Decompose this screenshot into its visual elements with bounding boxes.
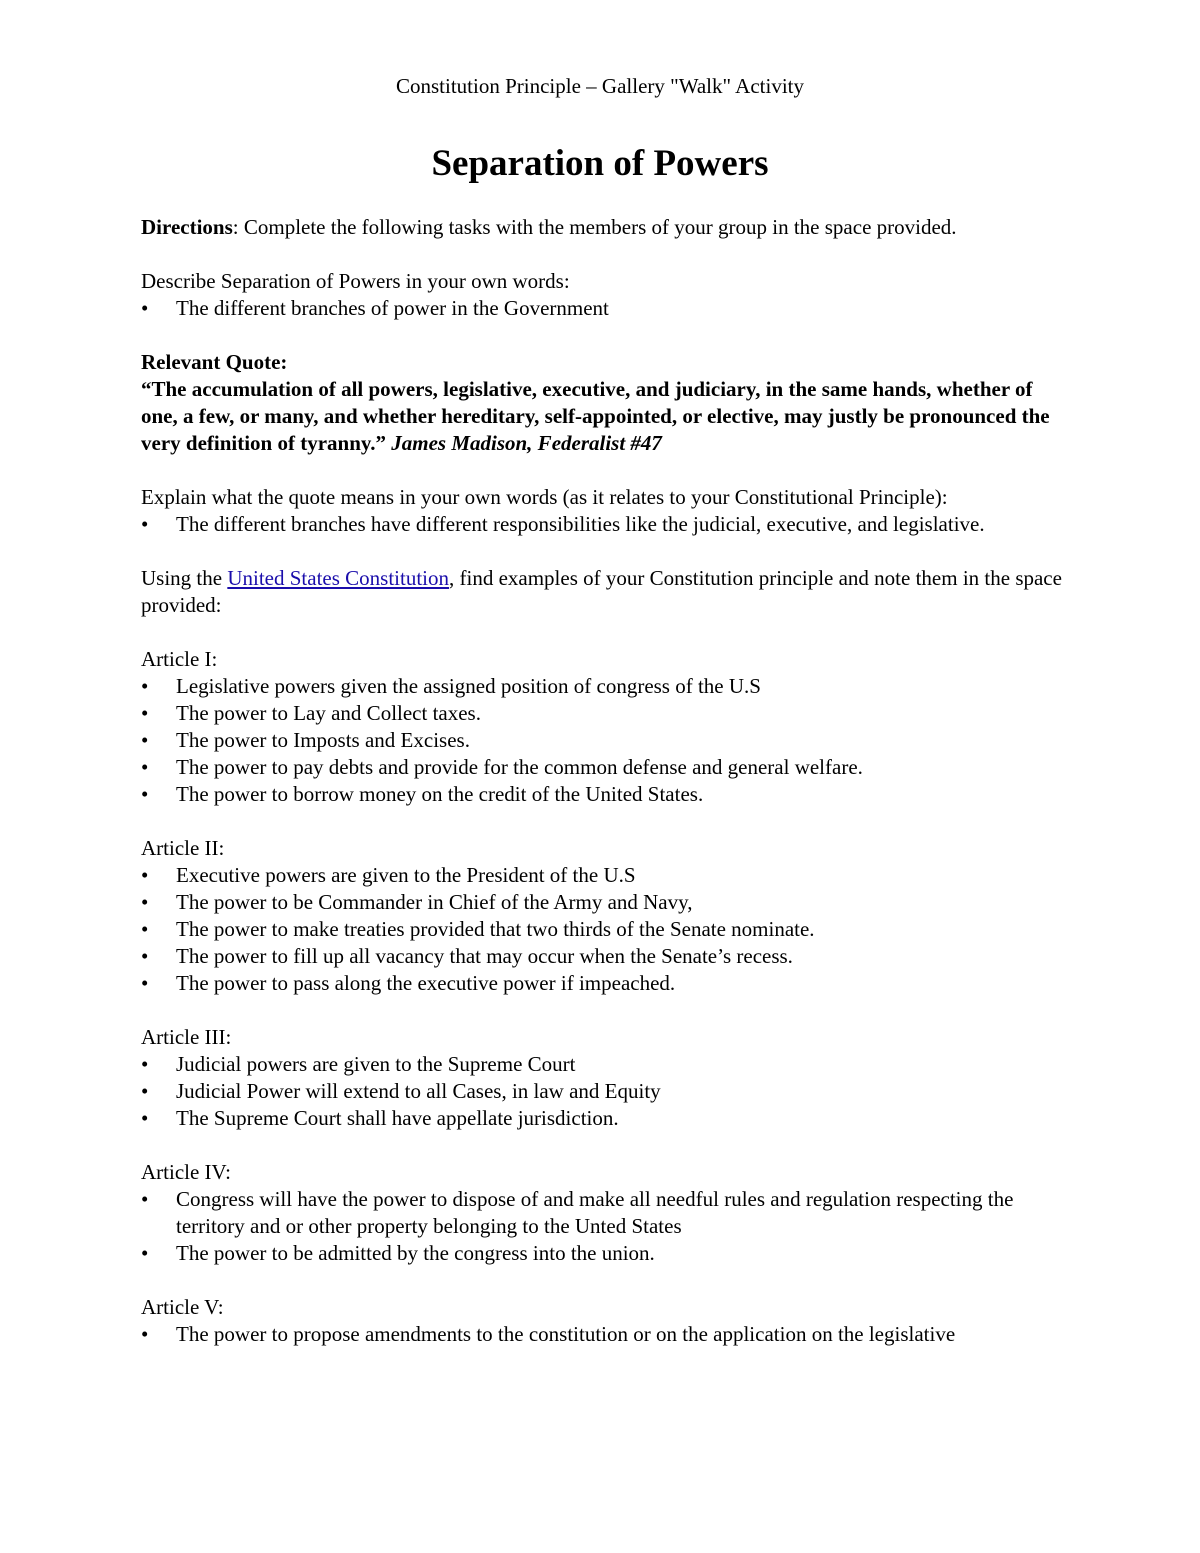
list-item: • The power to pass along the executive power if impeached. [141, 970, 1071, 997]
list-item: • The power to propose amendments to the constitution or on the application on the legislative [141, 1321, 1071, 1348]
article-3-heading: Article III: [141, 1025, 232, 1049]
list-item: • Judicial powers are given to the Supreme Court [141, 1051, 1071, 1078]
article-4-list [141, 1186, 1071, 1267]
directions-text: : Complete the following tasks with the members of your group in the space provided. [232, 215, 957, 239]
article-1-list [141, 673, 1071, 808]
list-item: • The power to fill up all vacancy that may occur when the Senate’s recess. [141, 943, 1071, 970]
article-5-list [141, 1321, 1071, 1348]
article-2-heading: Article II: [141, 836, 225, 860]
constitution-link[interactable]: United States Constitution [227, 566, 449, 590]
list-item: • The Supreme Court shall have appellate jurisdiction. [141, 1105, 1071, 1132]
explain-list [141, 511, 1071, 538]
describe-list [141, 295, 1071, 322]
list-item: • The power to be Commander in Chief of the Army and Navy, [141, 889, 1071, 916]
article-3-list [141, 1051, 1071, 1132]
list-item: • The power to Lay and Collect taxes. [141, 700, 1071, 727]
page-header: Constitution Principle – Gallery "Walk" Activity [396, 74, 804, 98]
directions-paragraph [141, 214, 1071, 241]
page-title: Separation of Powers [431, 143, 769, 184]
article-1-heading: Article I: [141, 647, 218, 671]
list-item: • The power to pay debts and provide for the common defense and general welfare. [141, 754, 1071, 781]
list-item: • The power to borrow money on the credit of the United States. [141, 781, 1071, 808]
quote-paragraph [141, 376, 1071, 457]
list-item: • The different branches of power in the Government [141, 295, 1071, 322]
explain-prompt: Explain what the quote means in your own words (as it relates to your Constitutional Principle): [141, 485, 948, 509]
list-item: • The power to be admitted by the congress into the union. [141, 1240, 1071, 1267]
list-item: • Legislative powers given the assigned position of congress of the U.S [141, 673, 1071, 700]
list-item: • The different branches have different responsibilities like the judicial, executive, and legislative. [141, 511, 1071, 538]
list-item: • Congress will have the power to dispose of and make all needful rules and regulation respecting the territory and or other property belonging to the Unted States [141, 1186, 1071, 1240]
using-before: Using the [141, 566, 228, 590]
document-body [141, 214, 1071, 1348]
quote-text: “The accumulation of all powers, legislative, executive, and judiciary, in the same hands, whether of one, a few, or many, and whether hereditary, self-appointed, or elective, may justly be pronounced the very definition of tyranny.” [141, 377, 1050, 455]
article-2-list [141, 862, 1071, 997]
list-item: • Judicial Power will extend to all Cases, in law and Equity [141, 1078, 1071, 1105]
list-item: • The power to make treaties provided that two thirds of the Senate nominate. [141, 916, 1071, 943]
using-after: , find examples of your Constitution principle and note them in the space provided: [141, 566, 1062, 617]
article-5-heading: Article V: [141, 1295, 224, 1319]
list-item: • The power to Imposts and Excises. [141, 727, 1071, 754]
directions-label: Directions [141, 215, 233, 239]
using-paragraph [141, 565, 1071, 619]
article-4-heading: Article IV: [141, 1160, 231, 1184]
list-item: • Executive powers are given to the President of the U.S [141, 862, 1071, 889]
quote-label: Relevant Quote: [141, 350, 288, 374]
quote-attribution: James Madison, Federalist #47 [391, 431, 662, 455]
describe-prompt: Describe Separation of Powers in your own words: [141, 269, 570, 293]
